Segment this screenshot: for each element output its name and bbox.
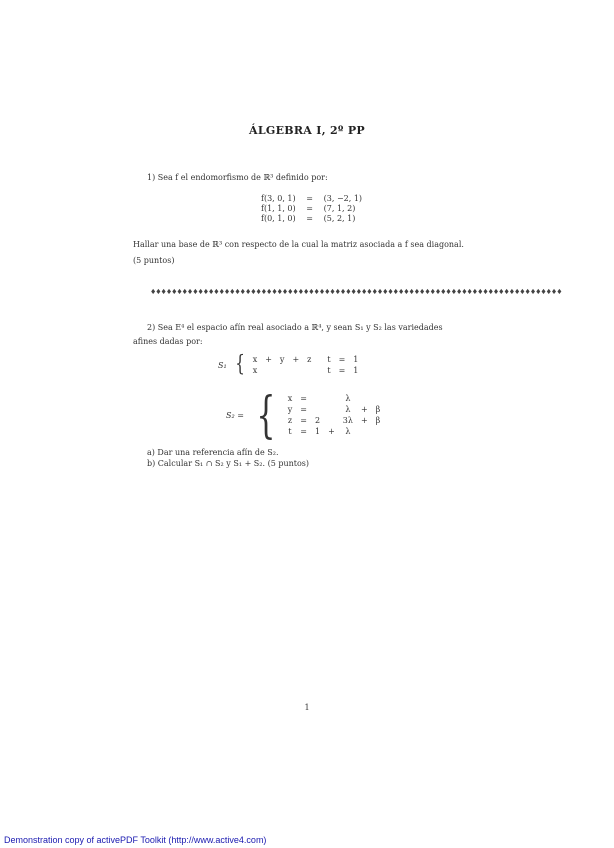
left-brace-icon: { — [234, 352, 245, 377]
system-term: = — [300, 405, 307, 414]
system-term: + — [265, 355, 272, 364]
equation-rhs: (7, 1, 2) — [323, 204, 356, 213]
system-term: λ — [345, 427, 351, 436]
system-row — [249, 354, 363, 365]
system-term: 1 — [353, 366, 359, 375]
system-term: t — [327, 355, 331, 364]
system-term: λ — [345, 394, 351, 403]
system-term: + — [328, 427, 335, 436]
system-term — [315, 365, 323, 376]
system-term: λ — [345, 405, 351, 414]
page-number: 1 — [304, 703, 310, 712]
system-term: = — [300, 394, 307, 403]
equation-op: = — [306, 194, 313, 203]
system-term: = — [338, 355, 346, 364]
system-row — [284, 393, 385, 404]
system-row — [249, 365, 363, 376]
system-term — [372, 393, 385, 404]
equation-lhs: f(1, 1, 0) — [261, 204, 296, 213]
equation-rhs: (5, 2, 1) — [323, 214, 356, 223]
system-s1-label: S₁ — [218, 360, 227, 370]
system-term — [324, 404, 339, 415]
system-term — [324, 415, 339, 426]
system-term: y — [279, 355, 285, 364]
system-term: = — [300, 416, 307, 425]
system-term: 2 — [314, 416, 321, 425]
system-row — [284, 415, 385, 426]
problem1-intro: 1) Sea f el endomorfismo de ℝ³ definido por: — [147, 173, 328, 182]
left-brace-icon: { — [256, 386, 276, 444]
system-term: y — [287, 405, 293, 414]
system-s1 — [218, 354, 362, 376]
equation-lhs: f(3, 0, 1) — [261, 194, 296, 203]
system-term: β — [375, 405, 381, 414]
equation-op: = — [306, 214, 313, 223]
equation-lhs: f(0, 1, 0) — [261, 214, 296, 223]
system-row — [284, 426, 385, 437]
system-term: = — [300, 427, 307, 436]
system-term — [372, 426, 385, 437]
equation-row — [258, 204, 365, 214]
system-term: = — [338, 366, 346, 375]
system-term: x — [252, 366, 258, 375]
equation-op: = — [306, 204, 313, 213]
system-term: + — [360, 405, 368, 414]
problem2-intro-line2: afines dadas por: — [133, 337, 203, 346]
document-title: ÁLGEBRA I, 2º PP — [249, 124, 365, 137]
watermark-link[interactable]: Demonstration copy of activePDF Toolkit (http://www.active4.com) — [4, 835, 267, 845]
system-term — [357, 393, 372, 404]
system-term: x — [287, 394, 293, 403]
system-term: 3λ — [342, 416, 353, 425]
system-term — [357, 426, 372, 437]
system-s2-equations — [284, 393, 385, 437]
equation-row — [258, 194, 365, 204]
equation-rhs: (3, −2, 1) — [323, 194, 363, 203]
system-s2 — [226, 386, 384, 444]
system-term — [288, 365, 303, 376]
section-separator: ♦♦♦♦♦♦♦♦♦♦♦♦♦♦♦♦♦♦♦♦♦♦♦♦♦♦♦♦♦♦♦♦♦♦♦♦♦♦♦♦♦♦♦♦♦♦♦♦♦♦♦♦♦♦♦♦♦♦♦♦♦♦♦♦♦♦♦♦♦♦♦♦♦♦♦♦♦♦ — [150, 288, 562, 296]
problem1-equations — [258, 194, 365, 224]
system-term: β — [375, 416, 381, 425]
system-term — [315, 354, 323, 365]
problem2-item-b: b) Calcular S₁ ∩ S₂ y S₁ + S₂. (5 puntos) — [147, 459, 310, 468]
system-term: t — [288, 427, 292, 436]
system-s2-label: S₂ = — [226, 410, 244, 420]
problem1-task: Hallar una base de ℝ³ con respecto de la cual la matriz asociada a f sea diagonal. — [133, 240, 464, 249]
problem1-points: (5 puntos) — [133, 256, 175, 265]
system-term — [311, 393, 324, 404]
system-term: + — [360, 416, 368, 425]
equation-row — [258, 214, 365, 224]
system-term: t — [327, 366, 331, 375]
system-term — [276, 365, 289, 376]
system-term — [324, 393, 339, 404]
system-term — [303, 365, 315, 376]
system-term: x — [252, 355, 258, 364]
system-row — [284, 404, 385, 415]
problem2-item-a: a) Dar una referencia afín de S₂. — [147, 448, 279, 457]
system-term — [261, 365, 276, 376]
system-term: z — [307, 355, 312, 364]
system-term: 1 — [314, 427, 321, 436]
problem2-intro-line1: 2) Sea E⁴ el espacio afín real asociado a ℝ⁴, y sean S₁ y S₂ las variedades — [147, 323, 443, 332]
system-term: 1 — [353, 355, 359, 364]
system-term: + — [292, 355, 300, 364]
system-term: z — [287, 416, 293, 425]
system-term — [311, 404, 324, 415]
system-s1-equations — [249, 354, 363, 376]
